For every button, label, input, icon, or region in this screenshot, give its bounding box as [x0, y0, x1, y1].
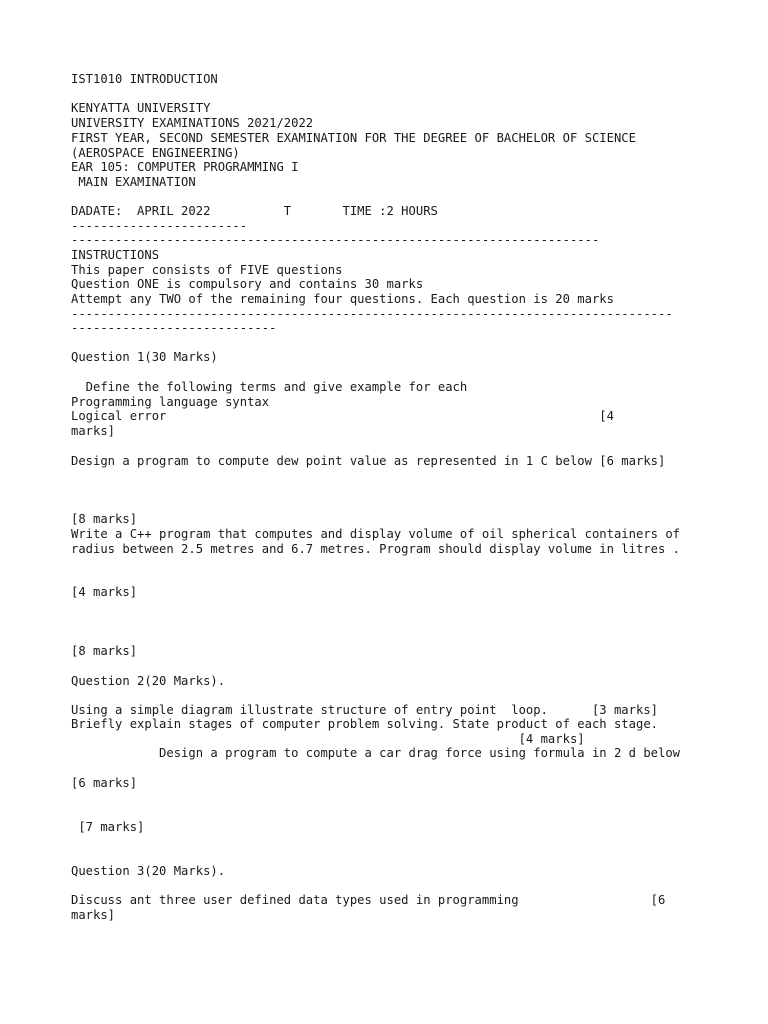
marks-label: [8 marks] — [71, 644, 138, 658]
question-1-line: Write a C++ program that computes and display volume of oil spherical containers of — [71, 527, 681, 541]
course-title: EAR 105: COMPUTER PROGRAMMING I — [71, 160, 299, 174]
question-3-line: marks] — [71, 908, 116, 922]
marks-label: [6 marks] — [71, 776, 138, 790]
question-2-line: Using a simple diagram illustrate structure of entry point loop. [3 marks] — [71, 703, 658, 717]
divider-long: ---------------------------------------------------------------------------------- — [71, 307, 673, 321]
question-1-heading: Question 1(30 Marks) — [71, 350, 218, 364]
instruction-line-1: This paper consists of FIVE questions — [71, 263, 343, 277]
marks-label: [7 marks] — [71, 820, 145, 834]
question-1-line: radius between 2.5 metres and 6.7 metres. Program should display volume in litres . — [71, 542, 681, 556]
question-2-heading: Question 2(20 Marks). — [71, 674, 226, 688]
question-1-line: marks] — [71, 424, 116, 438]
divider-short: ------------------------ — [71, 219, 248, 233]
exam-title-line-2: (AEROSPACE ENGINEERING) — [71, 146, 240, 160]
instruction-line-3: Attempt any TWO of the remaining four questions. Each question is 20 marks — [71, 292, 614, 306]
question-1-line: Logical error [4 — [71, 409, 614, 423]
divider-medium: ------------------------------------------------------------------------ — [71, 233, 600, 247]
exam-title-line-1: FIRST YEAR, SECOND SEMESTER EXAMINATION FOR THE DEGREE OF BACHELOR OF SCIENCE — [71, 131, 636, 145]
header-code: IST1010 INTRODUCTION — [71, 72, 218, 86]
university-name: KENYATTA UNIVERSITY — [71, 101, 211, 115]
question-2-line: Briefly explain stages of computer problem solving. State product of each stage. — [71, 717, 658, 731]
exam-type: MAIN EXAMINATION — [71, 175, 196, 189]
instructions-heading: INSTRUCTIONS — [71, 248, 160, 262]
exam-series: UNIVERSITY EXAMINATIONS 2021/2022 — [71, 116, 314, 130]
marks-label: [4 marks] — [71, 585, 138, 599]
question-3-heading: Question 3(20 Marks). — [71, 864, 226, 878]
question-1-line: Define the following terms and give example for each — [71, 380, 468, 394]
question-1-line: Programming language syntax — [71, 395, 270, 409]
date-time-line: DADATE: APRIL 2022 T TIME :2 HOURS — [71, 204, 438, 218]
question-1-line: Design a program to compute dew point value as represented in 1 C below [6 marks] — [71, 454, 666, 468]
instruction-line-2: Question ONE is compulsory and contains 30 marks — [71, 277, 424, 291]
question-2-line: Design a program to compute a car drag force using formula in 2 d below — [71, 746, 681, 760]
marks-label: [4 marks] — [71, 732, 585, 746]
marks-label: [8 marks] — [71, 512, 138, 526]
divider-long-continued: ---------------------------- — [71, 321, 277, 335]
question-3-line: Discuss ant three user defined data types used in programming [6 — [71, 893, 666, 907]
